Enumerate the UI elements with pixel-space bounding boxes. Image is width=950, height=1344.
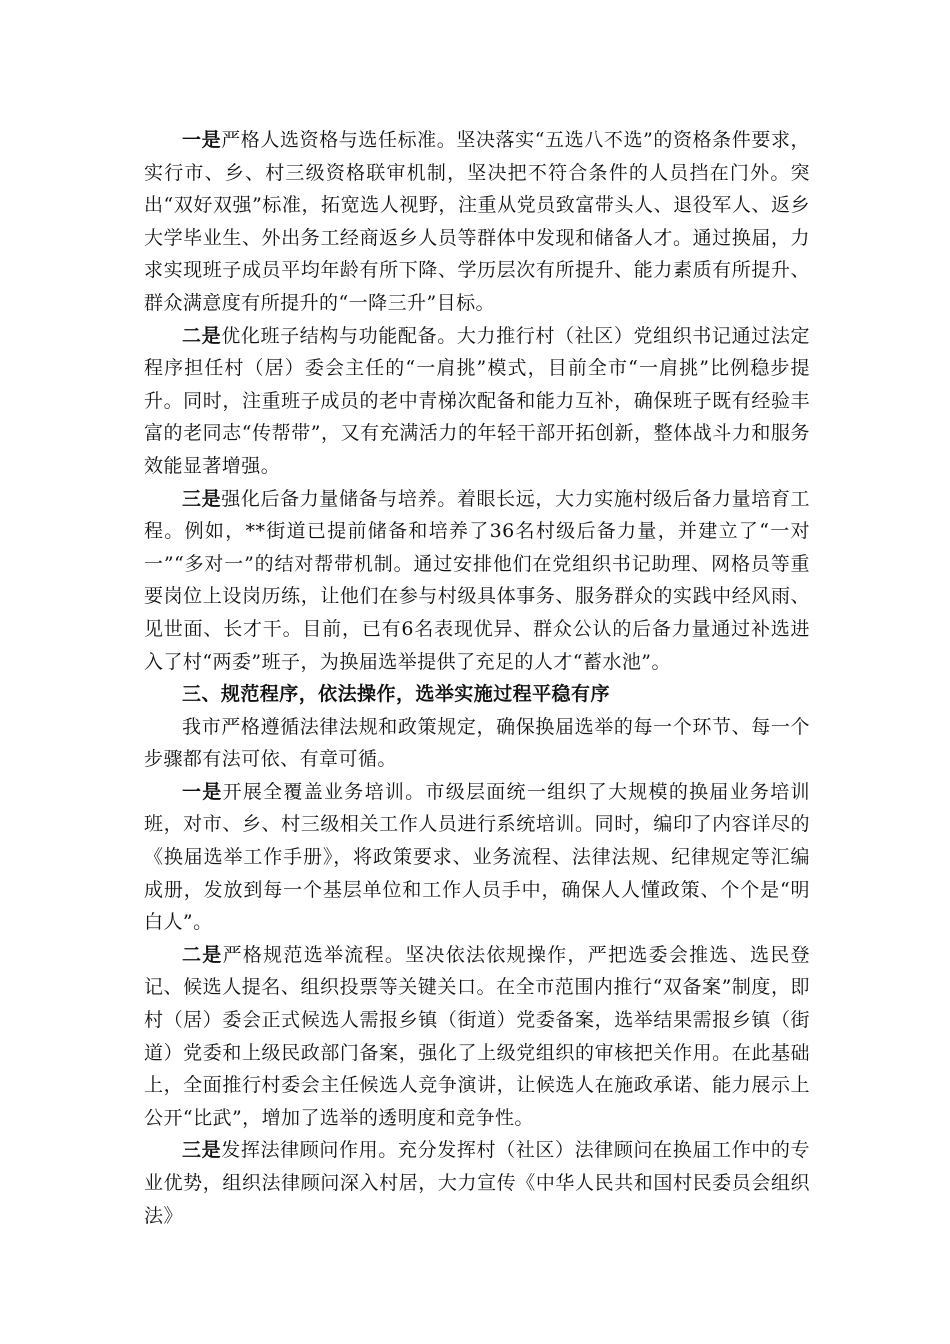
paragraph-lead: 一是 <box>182 129 222 151</box>
paragraph-legal-advisor <box>144 1134 810 1232</box>
paragraph-lead: 三是 <box>182 1139 222 1162</box>
paragraph-training <box>144 776 810 939</box>
paragraph-reserve-talent <box>144 483 810 679</box>
document-page <box>144 124 810 1232</box>
paragraph-lead: 一是 <box>182 780 223 803</box>
paragraph-text: 优化班子结构与功能配备。大力推行村（社区）党组织书记通过法定程序担任村（居）委会主任的“一肩挑”模式，目前全市“一肩挑”比例稳步提升。同时，注重班子成员的老中青梯次配备和能力互补，确保班子既有经验丰富的老同志“传帮带”，又有充满活力的年轻干部开拓创新，整体战斗力和服务效能显著增强。 <box>144 324 810 477</box>
paragraph-intro <box>144 711 810 776</box>
paragraph-lead: 二是 <box>182 324 222 347</box>
paragraph-text: 严格人选资格与选任标准。坚决落实“五选八不选”的资格条件要求，实行市、乡、村三级资格联审机制，坚决把不符合条件的人员挡在门外。突出“双好双强”标准，拓宽选人视野，注重从党员致富带头人、退役军人、返乡大学毕业生、外出务工经商返乡人员等群体中发现和储备人才。通过换届，力求实现班子成员平均年龄有所下降、学历层次有所提升、能力素质有所提升、群众满意度有所提升的“一降三升”目标。 <box>144 129 810 314</box>
paragraph-text: 强化后备力量储备与培养。着眼长远，大力实施村级后备力量培育工程。例如，**街道已提前储备和培养了36名村级后备力量，并建立了“一对一”“多对一”的结对帮带机制。通过安排他们在党组织书记助理、网格员等重要岗位上设岗历练，让他们在参与村级具体事务、服务群众的实践中经风雨、见世面、长才干。目前，已有6名表现优异、群众公认的后备力量通过补选进入了村“两委”班子，为换届选举提供了充足的人才“蓄水池”。 <box>144 487 810 673</box>
paragraph-text: 开展全覆盖业务培训。市级层面统一组织了大规模的换届业务培训班，对市、乡、村三级相关工作人员进行系统培训。同时，编印了内容详尽的《换届选举工作手册》，将政策要求、业务流程、法律法规、纪律规定等汇编成册，发放到每一个基层单位和工作人员手中，确保人人懂政策、个个是“明白人”。 <box>144 780 810 934</box>
paragraph-team-structure <box>144 320 810 483</box>
paragraph-text: 严格规范选举流程。坚决依法依规操作，严把选委会推选、选民登记、候选人提名、组织投票等关键关口。在全市范围内推行“双备案”制度，即村（居）委会正式候选人需报乡镇（街道）党委备案，选举结果需报乡镇（街道）党委和上级民政部门备案，强化了上级党组织的审核把关作用。在此基础上，全面推行村委会主任候选人竞争演讲，让候选人在施政承诺、能力展示上公开“比武”，增加了选举的透明度和竞争性。 <box>144 943 810 1129</box>
paragraph-lead: 三是 <box>182 487 222 510</box>
section-heading: 三、规范程序，依法操作，选举实施过程平稳有序 <box>182 683 610 706</box>
paragraph-lead: 二是 <box>182 943 223 966</box>
paragraph-text: 我市严格遵循法律法规和政策规定，确保换届选举的每一个环节、每一个步骤都有法可依、有章可循。 <box>144 715 810 771</box>
paragraph-qualification <box>144 124 810 320</box>
paragraph-text: 发挥法律顾问作用。充分发挥村（社区）法律顾问在换届工作中的专业优势，组织法律顾问深入村居，大力宣传《中华人民共和国村民委员会组织法》 <box>144 1139 810 1227</box>
paragraph-election-process <box>144 939 810 1135</box>
